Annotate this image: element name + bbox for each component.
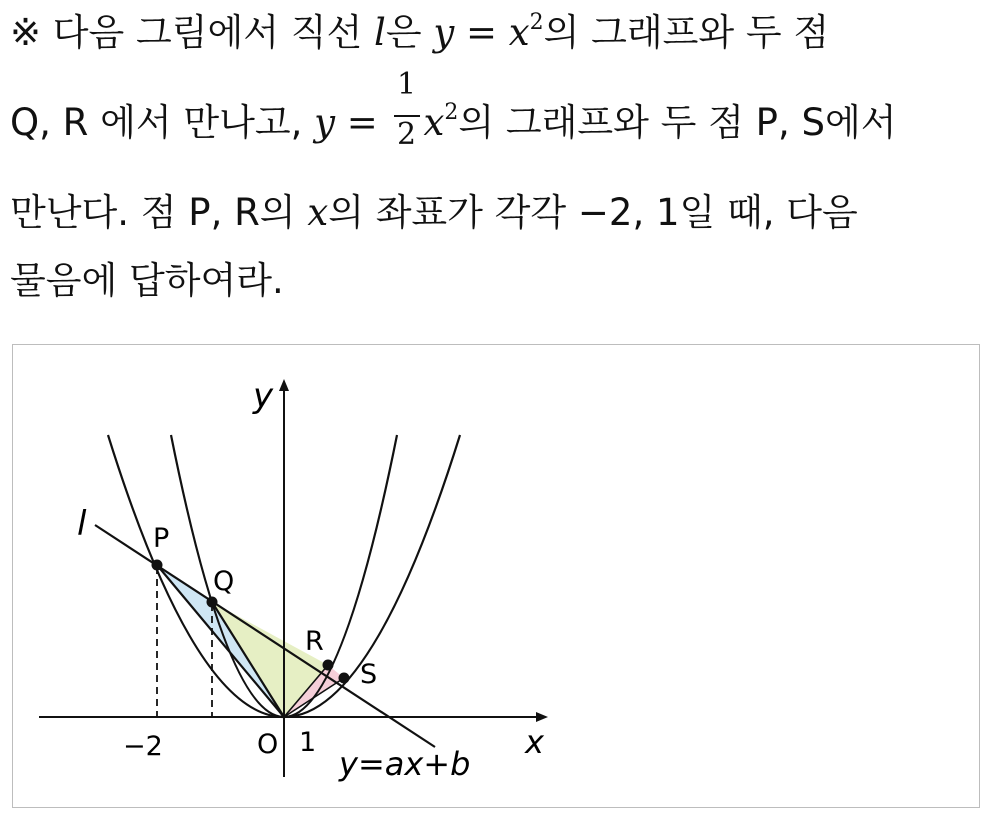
graph-svg [13, 345, 981, 809]
line-l-label: l [77, 504, 87, 544]
problem-line-4: 물음에 답하여라. [10, 259, 284, 302]
problem-line-2 [10, 66, 897, 152]
x-axis-label: x [525, 723, 544, 761]
line2-lead: Q, R 에서 만나고, [10, 101, 315, 144]
tick-label-1: 1 [299, 727, 317, 758]
tick-label-minus2: −2 [123, 731, 163, 762]
label-R: R [305, 626, 324, 657]
line3-var: x [307, 191, 329, 234]
point-Q [207, 597, 218, 608]
line2-exponent: 2 [444, 100, 459, 125]
point-P [152, 560, 163, 571]
line-equation-label: y=ax+b [339, 745, 471, 783]
graph-figure [12, 344, 980, 808]
line1-equation: y = x [433, 11, 530, 54]
problem-line-3 [10, 191, 858, 234]
line2-var: x [423, 101, 445, 144]
line1-tail: 의 그래프와 두 점 [543, 11, 830, 54]
label-P: P [153, 523, 170, 554]
line2-tail: 의 그래프와 두 점 P, S에서 [458, 101, 897, 144]
y-axis-arrow-icon [279, 379, 289, 391]
line3-tail: 의 좌표가 각각 −2, 1일 때, 다음 [328, 191, 858, 234]
point-R [323, 660, 334, 671]
point-S [339, 673, 350, 684]
line1-exponent: 2 [529, 10, 544, 35]
problem-line-1 [10, 10, 830, 54]
x-axis-arrow-icon [536, 712, 548, 722]
label-origin: O [257, 729, 279, 760]
label-S: S [360, 659, 378, 690]
fraction-numerator: 1 [397, 66, 417, 102]
line3-lead: 만난다. 점 P, R의 [10, 191, 308, 234]
line1-line-var: l [373, 11, 386, 54]
line2-equation: y = [314, 101, 378, 144]
line1-lead: ※ 다음 그림에서 직선 [10, 11, 374, 54]
one-half-fraction [392, 66, 422, 152]
line1-mid: 은 [385, 11, 434, 54]
label-Q: Q [213, 566, 235, 597]
y-axis-label: y [253, 376, 274, 416]
fraction-denominator: 2 [397, 116, 417, 152]
